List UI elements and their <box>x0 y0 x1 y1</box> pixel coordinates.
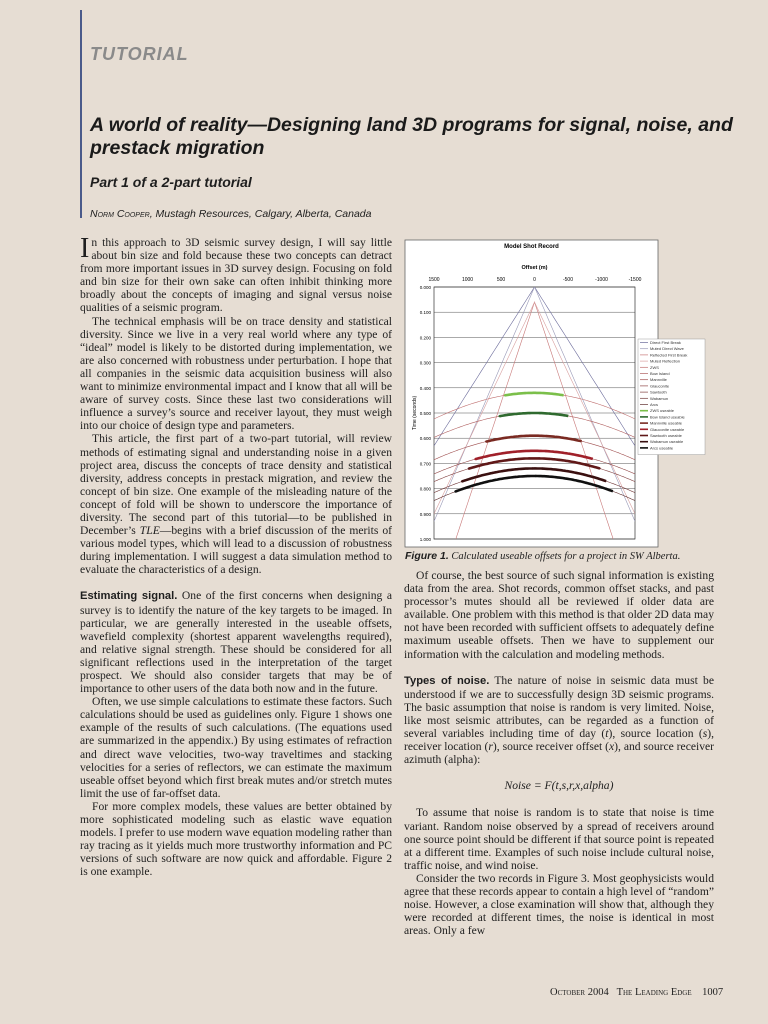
footer-month: October 2004 <box>550 987 609 998</box>
x-tick-label: 500 <box>496 277 506 283</box>
data-point <box>535 475 537 477</box>
var-t: t <box>605 727 609 741</box>
caption-label: Figure 1. <box>405 550 449 562</box>
author-affiliation: , Mustagh Resources, Calgary, Alberta, Canada <box>149 208 372 220</box>
legend-entry: Wabamun useable <box>650 439 684 445</box>
data-point <box>514 393 516 395</box>
right-column <box>404 569 714 937</box>
data-point <box>494 479 496 481</box>
legend-entry: Arcs <box>650 402 658 407</box>
data-point <box>495 438 497 440</box>
data-point <box>454 490 456 492</box>
data-point <box>571 471 573 473</box>
data-point <box>471 477 473 479</box>
data-point <box>478 465 480 467</box>
data-point <box>544 392 546 394</box>
data-point <box>568 460 570 462</box>
y-tick-label: 0.300 <box>419 360 431 366</box>
data-point <box>551 468 553 470</box>
y-tick-label: 0.600 <box>419 436 431 442</box>
paragraph-text: —begins with a brief discussion of the merits of various model types, which will lead to a discussion of robustness during implementation. I will suggest a data simulation method to evaluate the characteristics of a design. <box>80 524 392 577</box>
data-point <box>555 476 557 478</box>
data-point <box>585 456 587 458</box>
data-point <box>509 413 511 415</box>
paragraph-text: ), and source receiver azimuth (alpha): <box>404 740 715 767</box>
left-column <box>80 233 393 879</box>
paragraph-text: One of the first concerns when designing a survey is to identify the nature of the key targets to be imaged. In particular, we are generally interested in the useable offsets, wavefield complexity (shortest apparent wavelengths required), and relative signal strength. These should be considered for all significant reflections used in the interpretation of the target prospect. We should also consider targets that may be of importance to other users of the data both now and in the future. <box>80 589 393 696</box>
data-point <box>531 467 533 469</box>
data-point <box>504 477 506 479</box>
data-point <box>565 437 567 439</box>
paragraph-text: ), source receiver offset ( <box>492 740 609 754</box>
noise-equation: Noise = F(t,s,r,x,alpha) <box>504 779 614 793</box>
legend-entry: Glauconite <box>650 383 670 389</box>
legend-entry: Muted Reflection <box>650 358 681 364</box>
y-tick-label: 0.500 <box>419 411 431 416</box>
data-point <box>498 460 500 462</box>
var-s: s <box>702 727 708 741</box>
data-point <box>494 453 496 455</box>
intro-paragraph <box>80 233 392 315</box>
paragraph: Of course, the best source of such signal information is existing data from the area. Shot records, common offset stacks, and past processor’s mutes should all be reviewed if older data are available. One problem with this method is that older 2D data may not have been recorded with sufficient offsets to adequately define maximum useable offsets. Then we have to supplement our information with the calculation and modeling methods. <box>404 569 714 661</box>
section-heading-estimating-signal: Estimating signal. <box>80 590 178 603</box>
data-point <box>555 451 557 453</box>
footer-journal: The Leading Edge <box>616 987 692 998</box>
x-tick-label: -1000 <box>595 277 608 283</box>
y-tick-label: 0.700 <box>419 461 431 467</box>
data-point <box>588 464 590 466</box>
paragraph-text: ), source location ( <box>608 727 703 741</box>
data-point <box>605 488 607 490</box>
legend-entry: Bow Island <box>650 371 670 376</box>
data-point <box>585 482 587 484</box>
caption-text: Calculated useable offsets for a project in SW Alberta. <box>448 551 681 562</box>
data-point <box>468 467 470 469</box>
legend-entry: Bow Island useable <box>650 414 685 420</box>
data-point <box>501 470 503 472</box>
paragraph: The technical emphasis will be on trace density and statistical diversity. Since we live in a very real world where any type of “ideal” model is likely to be distorted during implementation, we are also concerned with robustness under perturbation. I hope that all companies in the seismic data acquisition business will also want to minimize environmental impact and I know that all will be aware of survey costs. Since these last two considerations will influence a survey’s source and receiver layout, they must weigh into our choice of design type and parameters. <box>80 314 392 433</box>
data-point <box>515 476 517 478</box>
data-point <box>504 394 506 396</box>
data-point <box>474 484 476 486</box>
x-tick-label: 0 <box>533 277 536 283</box>
article-title: A world of reality—Designing land 3D programs for signal, noise, and prestack migration <box>90 114 733 159</box>
section-kicker: TUTORIAL <box>90 44 189 64</box>
article-subtitle: Part 1 of a 2-part tutorial <box>90 174 252 190</box>
paragraph <box>80 589 392 695</box>
data-point <box>521 468 523 470</box>
y-tick-label: 1.000 <box>419 537 431 542</box>
data-point <box>565 452 567 454</box>
data-point <box>576 439 578 441</box>
data-point <box>582 473 584 475</box>
footer-page-number: 1007 <box>702 987 724 998</box>
legend-entry: Muted Direct Wave <box>650 346 684 352</box>
y-tick-label: 0.400 <box>419 385 431 391</box>
data-point <box>481 474 483 476</box>
page-footer <box>550 987 723 998</box>
data-point <box>474 458 476 460</box>
data-point <box>561 469 563 471</box>
legend-entry: Sawtooth <box>650 389 667 395</box>
data-point <box>491 472 493 474</box>
y-tick-label: 0.200 <box>419 335 431 341</box>
data-point <box>555 436 557 438</box>
data-point <box>549 412 551 414</box>
data-point <box>508 459 510 461</box>
data-point <box>484 481 486 483</box>
data-point <box>592 476 594 478</box>
data-point <box>575 454 577 456</box>
data-point <box>505 437 507 439</box>
data-point <box>598 467 600 469</box>
figure-caption <box>405 550 705 562</box>
paragraph-text: This article, the first part of a two-part tutorial, will review methods of estimating signal and understanding noise in a given project area, discuss the concepts of trace density and statistical diversity, address concepts in prestack migration, and review the concept of bin size. One example of the misleading nature of the concept of fold will be shown to underscore the importance of diversity. The second part of this tutorial—to be published in December’s <box>80 432 392 538</box>
data-point <box>534 392 536 394</box>
y-axis-label: Time (seconds) <box>412 395 418 431</box>
paragraph: To assume that noise is random is to state that noise is time variant. Random noise observed by a spread of receivers around one source point should be different if that source point is repeated at a different time. Examples of such noise include cultural noise, traffic noise, and wind noise. <box>404 806 714 872</box>
paragraph: For more complex models, these values are better obtained by more sophisticated modeling such as elastic wave equation models. I prefer to use modern wave equation modeling rather than ray tracing as it yields much more trustworthy information and PC versions of such software are now quick and affordable. Figure 2 is one example. <box>80 799 392 879</box>
author-name: Norm Cooper <box>90 208 150 220</box>
x-tick-label: 1500 <box>428 277 440 283</box>
paragraph <box>404 674 714 767</box>
legend-entry: Mannville useable <box>650 420 683 426</box>
data-point <box>578 462 580 464</box>
data-point <box>545 475 547 477</box>
data-point <box>525 435 527 437</box>
paragraph <box>80 432 392 576</box>
legend-entry: Glauconite useable <box>650 426 685 432</box>
legend-entry: Mannville <box>650 377 667 383</box>
figure-1-chart <box>405 240 688 547</box>
section-heading-types-of-noise: Types of noise. <box>404 674 490 687</box>
x-tick-label: -1500 <box>628 277 642 283</box>
data-point <box>485 440 487 442</box>
legend-entry: Arcs useable <box>650 445 674 451</box>
legend-entry: Direct First Break <box>650 340 681 345</box>
legend-entry: ZWS useable <box>650 408 675 414</box>
data-point <box>538 457 540 459</box>
data-point <box>484 455 486 457</box>
data-point <box>541 467 543 469</box>
data-point <box>602 479 604 481</box>
data-point <box>565 477 567 479</box>
data-point <box>545 435 547 437</box>
data-point <box>545 450 547 452</box>
legend-entry: Sawtooth useable <box>650 433 682 438</box>
paragraph: Often, we use simple calculations to estimate these factors. Such calculations should be used as guidelines only. Figure 1 shows one example of the results of such calculations. (The equations used are summarized in the appendix.) By using estimates of refraction and direct wave velocities, two-way traveltimes and stacking velocities for a series of reflectors, we can estimate the maximum useable offset beyond which first break mutes and/or stretch mutes limit the use of far-offset data. <box>80 695 392 800</box>
data-point <box>525 450 527 452</box>
data-point <box>519 412 521 414</box>
y-tick-label: 0.900 <box>419 511 431 517</box>
data-point <box>525 475 527 477</box>
var-r: r <box>488 740 493 754</box>
data-point <box>504 452 506 454</box>
legend-entry: Wabamun <box>650 395 669 401</box>
y-tick-label: 0.000 <box>419 285 431 290</box>
data-point <box>529 412 531 414</box>
chart-title: Model Shot Record <box>504 244 559 250</box>
drop-cap: I <box>80 233 90 264</box>
data-point <box>524 392 526 394</box>
data-point <box>554 393 556 395</box>
data-point <box>498 415 500 417</box>
var-x: x <box>609 740 615 754</box>
data-point <box>595 484 597 486</box>
paragraph: Consider the two records in Figure 3. Most geophysicists would agree that these records appear to contain a high level of “random” noise. However, a close examination will show that, although they were recorded at different times, the noise is identical in most areas. Only a few <box>404 871 714 938</box>
data-point <box>575 479 577 481</box>
data-point <box>528 457 530 459</box>
paragraph-text: The nature of noise in seismic data must be understood if we are to successfully design 3D seismic programs. The basic assumption that noise is random is very limited. Noise, like most seismic attributes, can be regarded as a function of several variables including time of day ( <box>404 673 714 741</box>
data-point <box>539 412 541 414</box>
data-point <box>515 435 517 437</box>
data-point <box>464 487 466 489</box>
data-point <box>461 480 463 482</box>
header-rule <box>80 10 82 218</box>
y-tick-label: 0.100 <box>419 310 431 316</box>
intro-text: n this approach to 3D seismic survey design, I will say little about bin size and fold because these two concepts can detract from more important issues in 3D survey design. Focusing on fold and bin size for their own sake can often inhibit thinking more broadly about the concepts of imaging and signal versus noise qualities of a seismic program. <box>80 236 392 315</box>
y-tick-label: 0.800 <box>419 486 431 492</box>
x-tick-label: -500 <box>562 277 574 283</box>
legend-entry: Reflected First Break <box>650 352 688 358</box>
data-point <box>515 450 517 452</box>
data-point <box>535 434 537 436</box>
data-point <box>559 414 561 416</box>
byline <box>90 208 371 220</box>
legend-entry: ZWS <box>650 364 659 370</box>
data-point <box>488 462 490 464</box>
paragraph-text: ), receiver location ( <box>404 727 714 754</box>
journal-abbrev: TLE <box>139 524 160 538</box>
data-point <box>518 458 520 460</box>
x-axis-label: Offset (m) <box>521 265 548 271</box>
data-point <box>558 459 560 461</box>
data-point <box>511 468 513 470</box>
data-point <box>535 450 537 452</box>
data-point <box>548 458 550 460</box>
x-tick-label: 1000 <box>461 277 474 283</box>
